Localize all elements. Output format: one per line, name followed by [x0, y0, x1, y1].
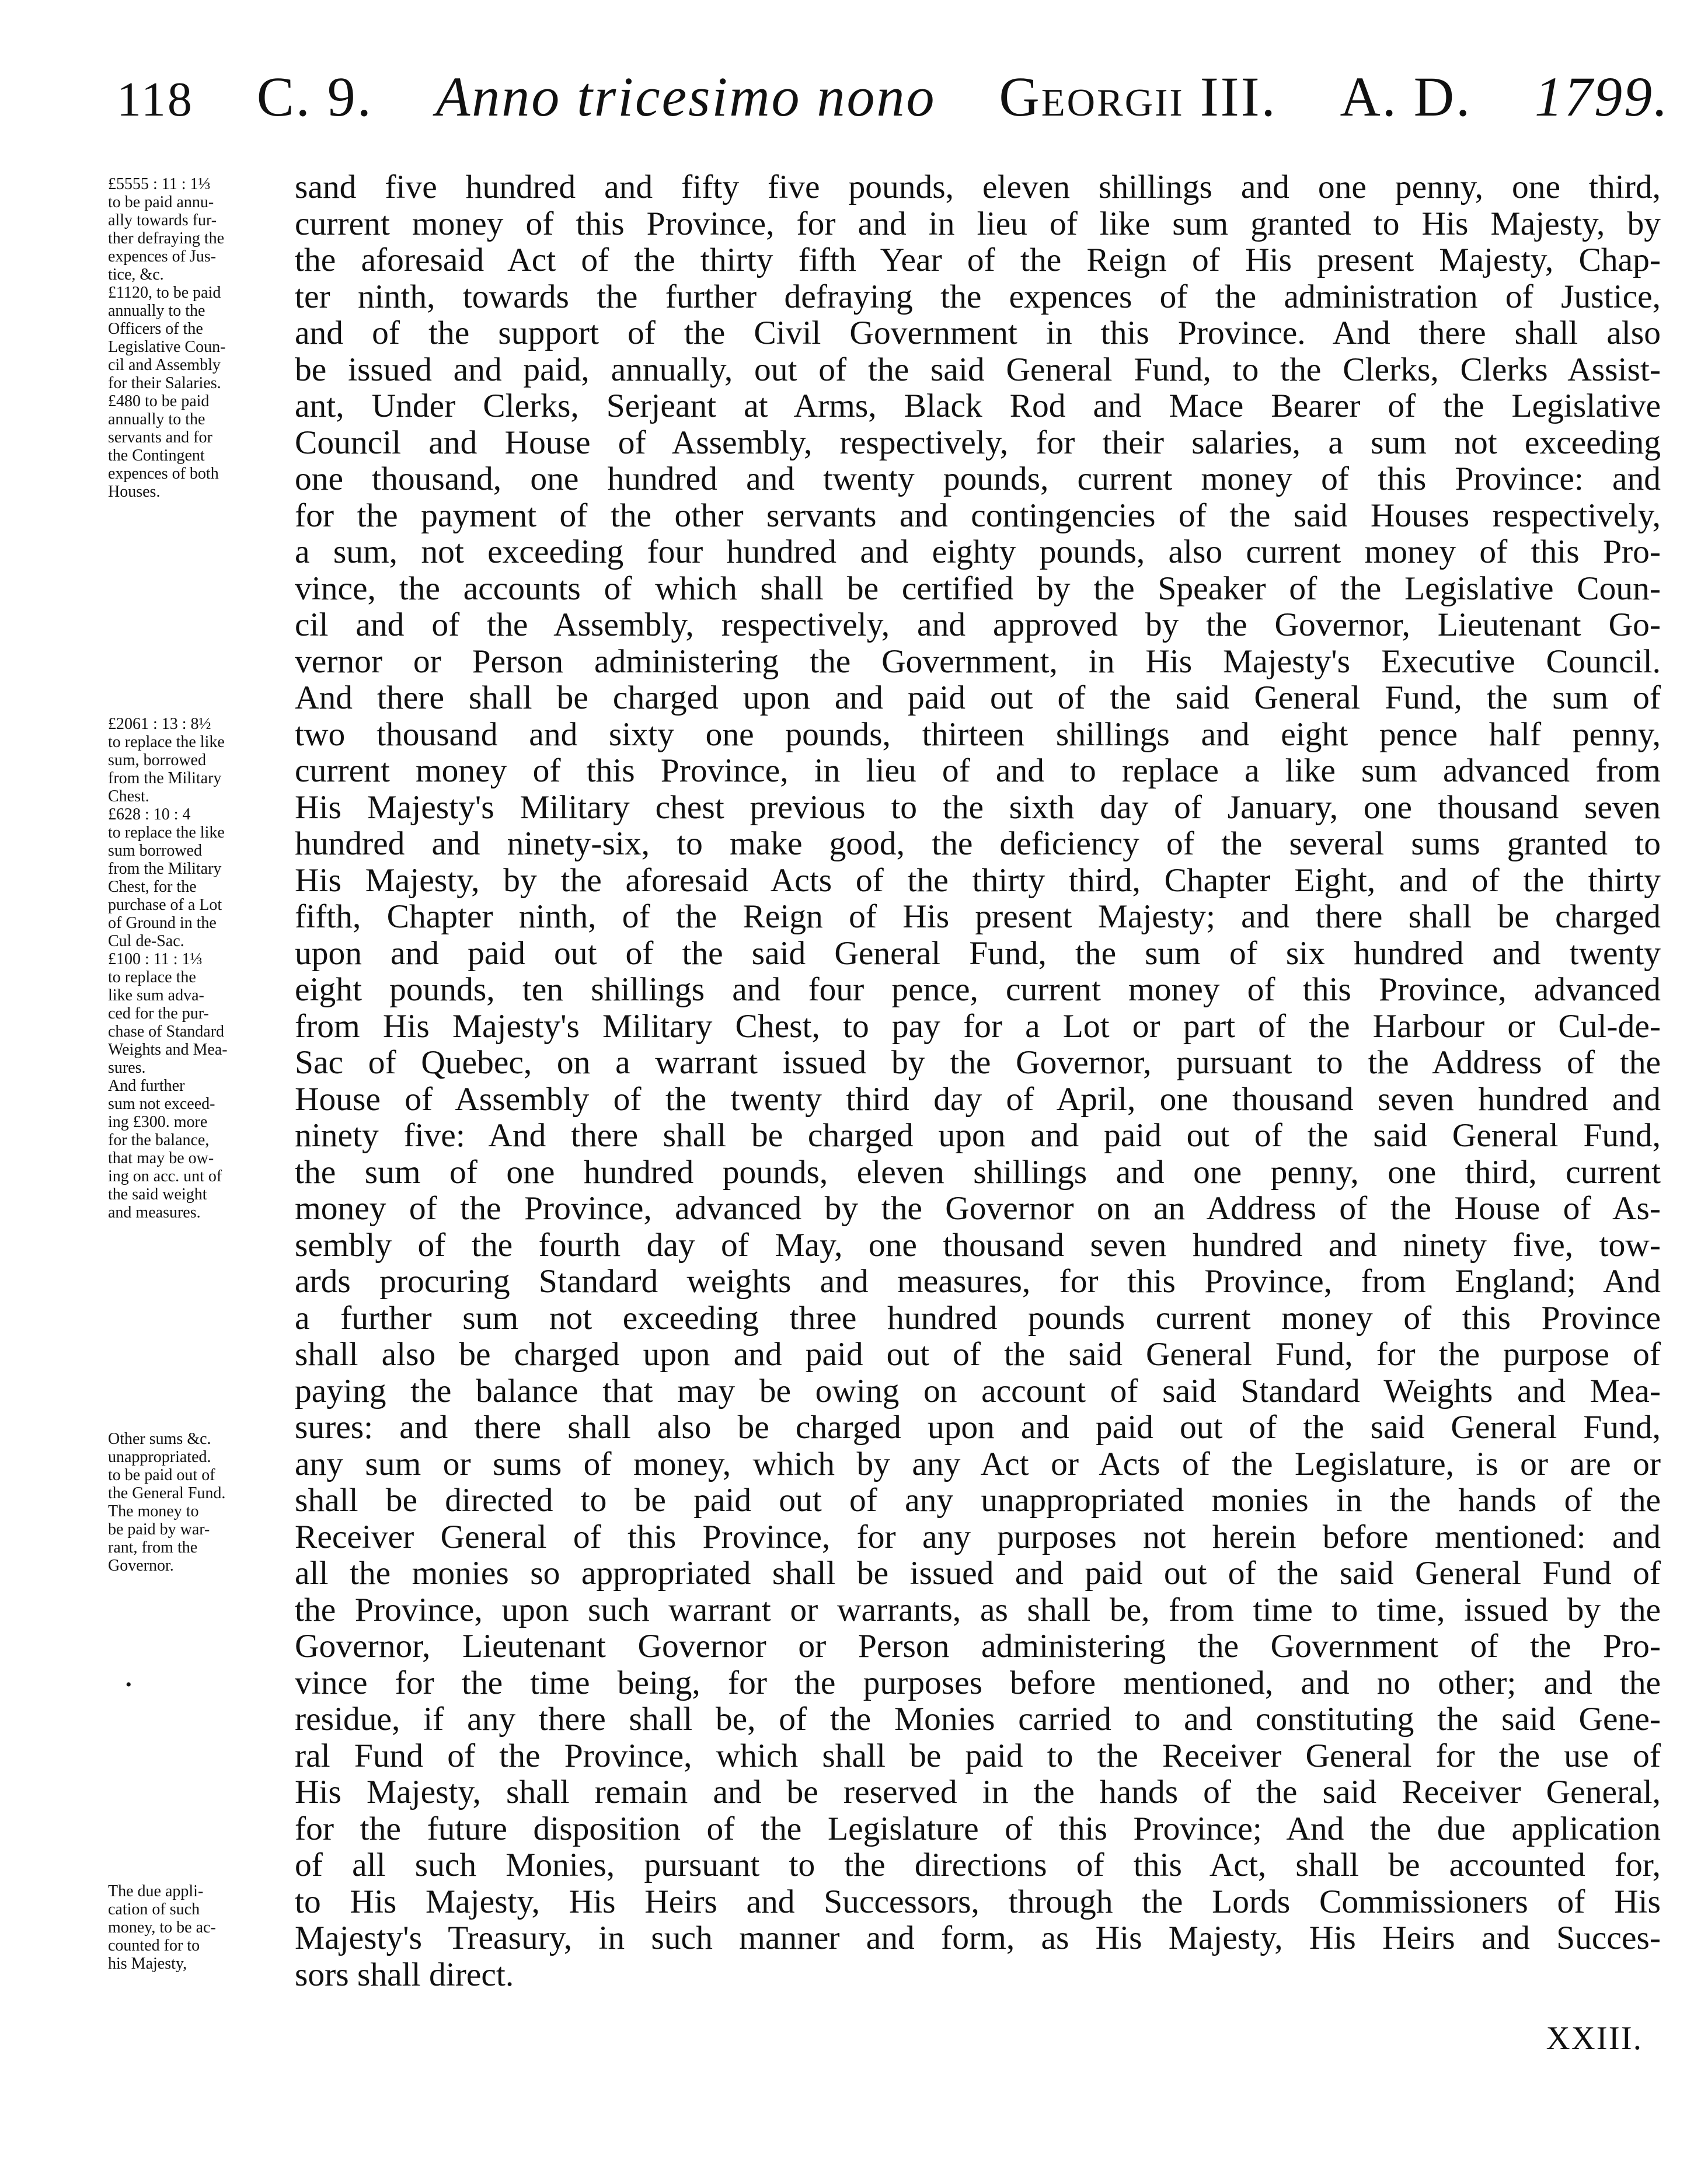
margin-note-line: expences of both — [108, 465, 219, 483]
margin-note-line: £1120, to be paid — [108, 284, 221, 302]
margin-note-line: £100 : 11 : 1⅓ — [108, 950, 203, 968]
body-line: of all such Monies, pursuant to the directions of this Act, shall be accounted for, — [295, 1847, 1661, 1883]
margin-note-line: tice, &c. — [108, 266, 164, 284]
body-line: sors shall direct. — [295, 1956, 514, 1993]
body-line: for the payment of the other servants and contingencies of the said Houses respectively, — [295, 497, 1661, 534]
margin-note-line: to replace the — [108, 968, 196, 986]
body-line: Governor, Lieutenant Governor or Person administering the Government of the Pro- — [295, 1628, 1661, 1665]
body-line: cil and of the Assembly, respectively, and approved by the Governor, Lieutenant Go- — [295, 606, 1661, 643]
chapter-number: C. 9. — [256, 65, 373, 128]
margin-note-line: £2061 : 13 : 8½ — [108, 715, 211, 733]
margin-note-line: servants and for — [108, 428, 212, 446]
margin-note-due-application — [108, 1882, 289, 1973]
margin-note-line: ing £300. more — [108, 1113, 208, 1131]
margin-note-line: the said weight — [108, 1185, 207, 1203]
margin-note-line: Weights and Mea- — [108, 1041, 228, 1059]
body-line: current money of this Province, for and in lieu of like sum granted to His Majesty, by — [295, 205, 1661, 242]
margin-note-line: Houses. — [108, 483, 161, 501]
margin-note-military-chest — [108, 715, 289, 1222]
body-line: upon and paid out of the said General Fund, the sum of six hundred and twenty — [295, 934, 1661, 972]
margin-note-line: ther defraying the — [108, 229, 225, 247]
margin-note-line: money, to be ac- — [108, 1918, 216, 1937]
margin-note-line: for the balance, — [108, 1131, 210, 1149]
margin-note-line: Chest. — [108, 787, 149, 805]
margin-note-line: Governor. — [108, 1557, 174, 1575]
margin-note-line: like sum adva- — [108, 986, 204, 1004]
body-line: eight pounds, ten shillings and four pence, current money of this Province, advanced — [295, 971, 1661, 1008]
body-line: ral Fund of the Province, which shall be paid to the Receiver General for the use of — [295, 1737, 1661, 1774]
margin-note-line: to be paid annu- — [108, 193, 214, 211]
margin-note-line: Cul de-Sac. — [108, 932, 184, 950]
body-line: ant, Under Clerks, Serjeant at Arms, Black Rod and Mace Bearer of the Legislative — [295, 388, 1661, 424]
body-line: residue, if any there shall be, of the Monies carried to and constituting the said Gene- — [295, 1701, 1661, 1738]
margin-note-line: The money to — [108, 1502, 199, 1520]
header-year: 1799. — [1534, 65, 1669, 128]
margin-note-unappropriated — [108, 1430, 289, 1575]
body-line: paying the balance that may be owing on account of said Standard Weights and Mea- — [295, 1372, 1661, 1410]
body-line: sembly of the fourth day of May, one thousand seven hundred and ninety five, tow- — [295, 1226, 1661, 1264]
margin-note-line: unappropriated. — [108, 1448, 211, 1466]
margin-note-line: from the Military — [108, 769, 222, 787]
margin-note-line: £5555 : 11 : 1⅓ — [108, 175, 211, 193]
body-line: fifth, Chapter ninth, of the Reign of His present Majesty; and there shall be charged — [295, 898, 1661, 935]
body-line: House of Assembly of the twenty third day of April, one thousand seven hundred and — [295, 1080, 1661, 1118]
header-ad: A. D. — [1340, 65, 1472, 128]
margin-note-line: the Contingent — [108, 446, 205, 465]
body-line: Receiver General of this Province, for any purposes not herein before mentioned: and — [295, 1518, 1661, 1555]
margin-note-line: for their Salaries. — [108, 374, 221, 392]
body-line: from His Majesty's Military Chest, to pay for a Lot or part of the Harbour or Cul-de- — [295, 1007, 1661, 1045]
margin-note-line: chase of Standard — [108, 1023, 225, 1041]
margin-note-line: annually to the — [108, 410, 205, 428]
body-line: be issued and paid, annually, out of the said General Fund, to the Clerks, Clerks Assist- — [295, 351, 1661, 388]
margin-note-line: £628 : 10 : 4 — [108, 805, 191, 824]
body-line: His Majesty, shall remain and be reserved in the hands of the said Receiver General, — [295, 1774, 1661, 1810]
margin-note-line: sum, borrowed — [108, 751, 206, 769]
body-line: Sac of Quebec, on a warrant issued by the Governor, pursuant to the Address of the — [295, 1044, 1661, 1081]
body-line: all the monies so appropriated shall be issued and paid out of the said General Fund of — [295, 1555, 1661, 1592]
margin-note-line: Legislative Coun- — [108, 338, 226, 356]
body-line: Council and House of Assembly, respectively, for their salaries, a sum not exceeding — [295, 424, 1661, 461]
body-line: hundred and ninety-six, to make good, the deficiency of the several sums granted to — [295, 825, 1661, 862]
body-line: to His Majesty, His Heirs and Successors, through the Lords Commissioners of His — [295, 1883, 1661, 1920]
body-line: vince for the time being, for the purposes before mentioned, and no other; and the — [295, 1664, 1661, 1701]
margin-note-line: that may be ow- — [108, 1149, 214, 1167]
body-line: for the future disposition of the Legislature of this Province; And the due application — [295, 1810, 1661, 1847]
body-line: ninety five: And there shall be charged upon and paid out of the said General Fund, — [295, 1117, 1661, 1154]
margin-note-line: annually to the — [108, 302, 205, 320]
margin-note-line: his Majesty, — [108, 1955, 187, 1973]
margin-note-line: cation of such — [108, 1900, 200, 1918]
margin-note-line: to replace the like — [108, 733, 225, 751]
margin-note-line: to be paid out of — [108, 1466, 215, 1484]
margin-note-line: £480 to be paid — [108, 392, 210, 410]
margin-note-line: ced for the pur- — [108, 1004, 209, 1023]
margin-note-line: sum borrowed — [108, 842, 202, 860]
margin-note-line: be paid by war- — [108, 1520, 210, 1538]
margin-note-line: sum not exceed- — [108, 1095, 215, 1113]
page-number: 118 — [117, 72, 194, 127]
body-line: vernor or Person administering the Government, in His Majesty's Executive Council. — [295, 643, 1661, 680]
running-header — [117, 64, 1669, 140]
margin-note-justice-salaries — [108, 175, 289, 501]
margin-note-line: to replace the like — [108, 824, 225, 842]
margin-note-line: the General Fund. — [108, 1484, 226, 1502]
margin-note-line: sures. — [108, 1059, 146, 1077]
body-line: two thousand and sixty one pounds, thirteen shillings and eight pence half penny, — [295, 716, 1661, 753]
margin-note-line: And further — [108, 1077, 185, 1095]
margin-note-line: counted for to — [108, 1937, 200, 1955]
body-line: And there shall be charged upon and paid out of the said General Fund, the sum of — [295, 679, 1661, 716]
body-text — [295, 169, 1661, 1993]
body-line: His Majesty, by the aforesaid Acts of the thirty third, Chapter Eight, and of the thirty — [295, 861, 1661, 899]
body-line: any sum or sums of money, which by any Act or Acts of the Legislature, is or are or — [295, 1445, 1661, 1482]
body-line: Majesty's Treasury, in such manner and form, as His Majesty, His Heirs and Succes- — [295, 1920, 1661, 1956]
body-line: a sum, not exceeding four hundred and eighty pounds, also current money of this Pro- — [295, 533, 1661, 570]
margin-note-line: ally towards fur- — [108, 211, 217, 229]
stray-mark: • — [126, 1675, 132, 1694]
body-line: ter ninth, towards the further defraying the expences of the administration of Justice, — [295, 278, 1661, 315]
margin-note-line: cil and Assembly — [108, 356, 221, 374]
header-title: Anno tricesimo nono — [435, 65, 936, 128]
body-line: the sum of one hundred pounds, eleven shillings and one penny, one third, current — [295, 1153, 1661, 1191]
body-line: money of the Province, advanced by the Governor on an Address of the House of As- — [295, 1190, 1661, 1227]
margin-note-line: rant, from the — [108, 1538, 198, 1557]
margin-note-line: of Ground in the — [108, 914, 217, 932]
margin-note-line: and measures. — [108, 1203, 201, 1222]
catchword: XXIII. — [1546, 2020, 1643, 2057]
body-line: sures: and there shall also be charged upon and paid out of the said General Fund, — [295, 1409, 1661, 1446]
margin-note-line: Officers of the — [108, 320, 203, 338]
header-king: Georgii III. — [999, 65, 1277, 128]
body-line: and of the support of the Civil Government in this Province. And there shall also — [295, 315, 1661, 351]
body-line: ards procuring Standard weights and measures, for this Province, from England; And — [295, 1263, 1661, 1300]
body-line: vince, the accounts of which shall be certified by the Speaker of the Legislative Coun- — [295, 570, 1661, 607]
body-line: a further sum not exceeding three hundred pounds current money of this Province — [295, 1299, 1661, 1337]
margin-note-line: ing on acc. unt of — [108, 1167, 222, 1185]
margin-note-line: expences of Jus- — [108, 247, 217, 266]
margin-note-line: Other sums &c. — [108, 1430, 211, 1448]
margin-note-line: Chest, for the — [108, 878, 197, 896]
body-line: shall also be charged upon and paid out of the said General Fund, for the purpose of — [295, 1336, 1661, 1373]
margin-note-line: purchase of a Lot — [108, 896, 222, 914]
margin-note-line: The due appli- — [108, 1882, 204, 1900]
body-line: current money of this Province, in lieu of and to replace a like sum advanced from — [295, 752, 1661, 789]
margin-note-line: from the Military — [108, 860, 222, 878]
body-line: shall be directed to be paid out of any unappropriated monies in the hands of the — [295, 1482, 1661, 1519]
body-line: the aforesaid Act of the thirty fifth Year of the Reign of His present Majesty, Chap- — [295, 242, 1661, 278]
body-line: His Majesty's Military chest previous to the sixth day of January, one thousand seven — [295, 789, 1661, 826]
body-line: one thousand, one hundred and twenty pounds, current money of this Province: and — [295, 460, 1661, 497]
body-line: sand five hundred and fifty five pounds, eleven shillings and one penny, one third, — [295, 169, 1661, 205]
body-line: the Province, upon such warrant or warrants, as shall be, from time to time, issued by the — [295, 1591, 1661, 1628]
